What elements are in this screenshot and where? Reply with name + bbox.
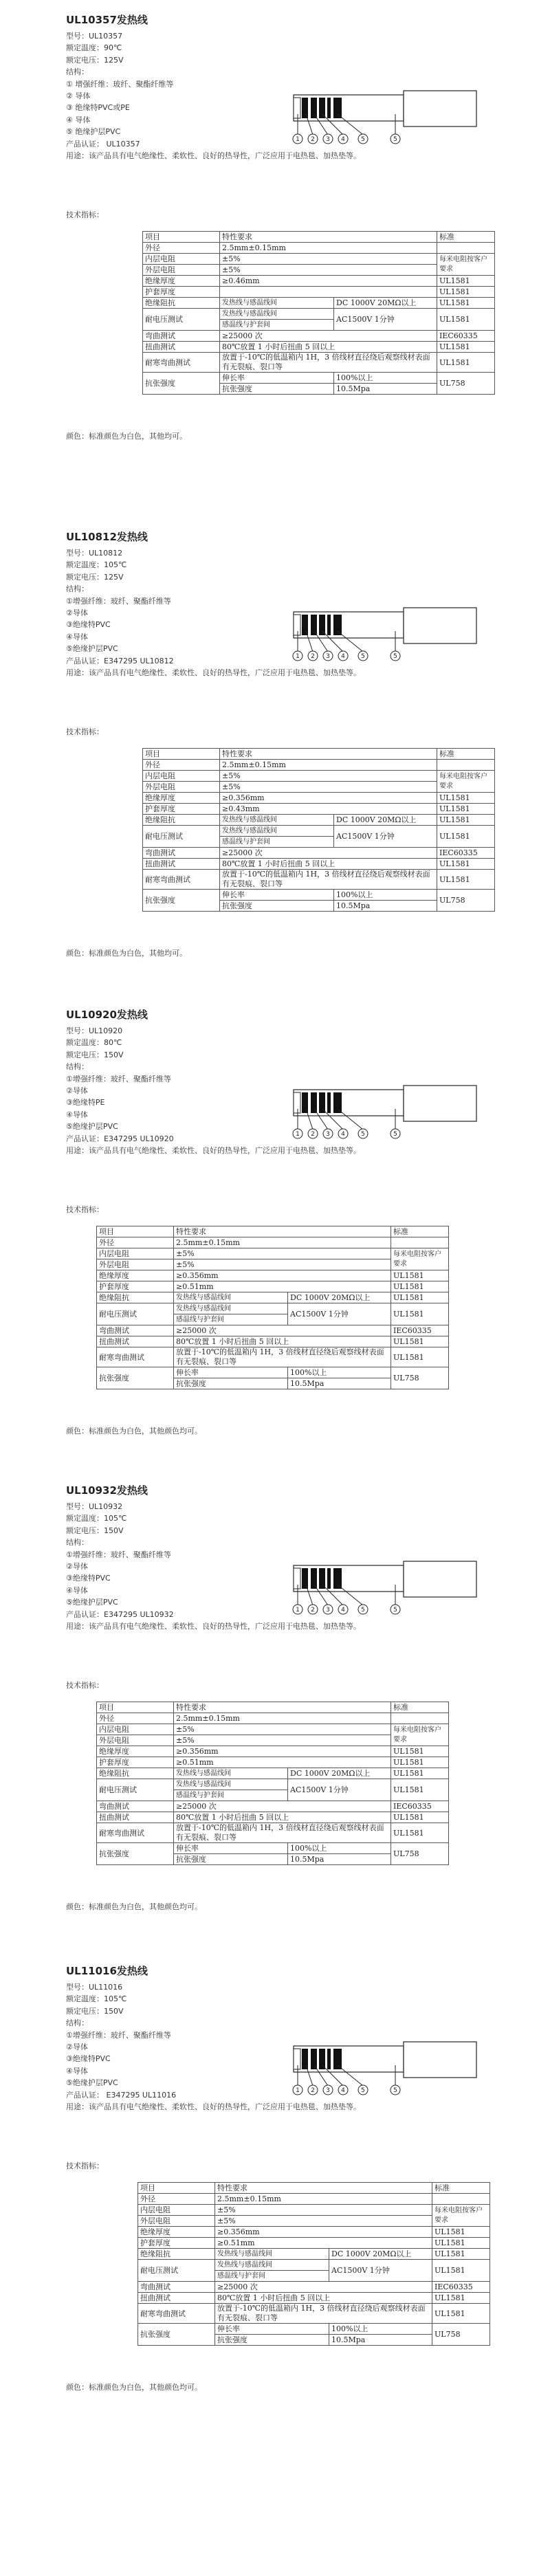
col-header: 特性要求 [174,1702,391,1713]
col-header: 特性要求 [215,2183,432,2194]
col-header: 特性要求 [174,1226,391,1237]
svg-text:1: 1 [296,1607,300,1614]
usage-line: 用途：该产品具有电气绝缘性、柔软性、良好的热导性，广泛应用于电热毯、加热垫等。 [66,668,361,678]
spec-line: 产品认证：E347295 UL10932 [66,1609,174,1619]
spec-line: ②导体 [66,2043,88,2052]
spec-line: ③ 绝缘特PVC或PE [66,103,130,113]
std-cell: 每米电阻按客户要求 [391,1724,449,1746]
spec-line: ①增强纤维：玻纤、聚酯纤维等 [66,2030,171,2040]
spec-line: ⑤绝缘护层PVC [66,1598,118,1607]
svg-text:2: 2 [311,136,315,143]
spec-line: ⑤ 绝缘护层PVC [66,127,121,137]
color-note: 颜色：标准颜色为白色，其他均可。 [66,432,187,441]
spec-line: 额定电压：150V [66,1526,124,1535]
std-cell: 每米电阻按客户要求 [432,2205,490,2227]
svg-text:5: 5 [393,1607,397,1614]
col-header: 标准 [391,1226,449,1237]
svg-text:1: 1 [296,136,300,143]
col-header: 项目 [138,2183,215,2194]
col-header: 标准 [437,749,495,760]
product-title: UL10920发热线 [66,1009,148,1021]
spec-line: 额定电压：125V [66,572,124,582]
svg-text:2: 2 [311,653,315,660]
spec-line: ③绝缘特PVC [66,620,111,630]
spec-line: 额定电压：150V [66,2006,124,2016]
spec-line: 结构： [66,2018,89,2028]
spec-line: 产品认证： E347295 UL11016 [66,2090,177,2100]
svg-text:5: 5 [361,1131,365,1138]
col-header: 特性要求 [220,232,437,243]
spec-line: 型号：UL10812 [66,549,123,558]
col-header: 项目 [143,232,220,243]
col-header: 标准 [432,2183,490,2194]
std-cell: 每米电阻按客户要求 [391,1248,449,1270]
std-cell: 每米电阻按客户要求 [437,254,495,276]
spec-line: ④ 导体 [66,115,91,124]
product-title: UL11016发热线 [66,1965,148,1977]
svg-text:5: 5 [393,1131,397,1138]
svg-text:5: 5 [361,2087,365,2094]
spec-line: ⑤绝缘护层PVC [66,2078,118,2088]
svg-text:3: 3 [326,1131,330,1138]
svg-text:5: 5 [361,653,365,660]
spec-line: 结构： [66,1062,89,1072]
cable-structure-diagram [292,1560,478,1618]
usage-line: 用途：该产品具有电气绝缘性、柔软性、良好的热导性，广泛应用于电热毯、加热垫等。 [66,1622,361,1631]
svg-text:5: 5 [393,136,397,143]
tech-title: 技术指标： [66,2161,104,2170]
tech-title: 技术指标： [66,727,104,736]
spec-line: 额定电压：125V [66,55,124,65]
spec-line: 型号：UL10357 [66,32,123,41]
spec-line: ③绝缘特PVC [66,1574,111,1583]
spec-line: 型号：UL10932 [66,1502,123,1511]
svg-text:5: 5 [361,1607,365,1614]
spec-table: 项目 特性要求 标准 外径 2.5mm±0.15mm 内层电阻 ±5% 每米电阻按客户要求 外层电阻 ±5% 绝缘厚度 ≥0.356mm UL1581 护套厚度 ≥0.51mm UL1581 绝缘阻抗 发热线与感温线间 DC 1000V 20MΩ以上 UL1581 耐电压测试 发热线与感温线间 AC1500V 1分钟 UL1581 感温线与护套间 弯曲测试 ≥25000 次 IEC60335 扭曲测试 80℃放置 1 小时后扭曲 5 回以上 UL1581 耐寒弯曲测试 放置于-10℃的低温箱内 1H，3 倍线材直径绕后观察线材表面有无裂痕、裂口等 UL1581 抗张强度 伸长率 100%以上 UL758 抗张强度 10.5Mpa [96,1226,449,1389]
spec-line: 额定温度：105℃ [66,1514,127,1523]
col-header: 特性要求 [220,749,437,760]
spec-line: ③绝缘特PE [66,1098,105,1108]
col-header: 项目 [97,1226,174,1237]
spec-line: 产品认证：E347295 UL10920 [66,1134,174,1143]
col-header: 项目 [143,749,220,760]
svg-text:3: 3 [326,1607,330,1614]
svg-text:2: 2 [311,1607,315,1614]
spec-line: ① 增强纤维：玻纤、聚酯纤维等 [66,79,174,89]
spec-line: ①增强纤维：玻纤、聚酯纤维等 [66,1074,171,1083]
spec-line: 额定温度：105℃ [66,1994,127,2004]
svg-text:2: 2 [311,2087,315,2094]
spec-table: 项目 特性要求 标准 外径 2.5mm±0.15mm 内层电阻 ±5% 每米电阻按客户要求 外层电阻 ±5% 绝缘厚度 ≥0.46mm UL1581 护套厚度 UL1581 绝缘阻抗 发热线与感温线间 DC 1000V 20MΩ以上 UL1581 耐电压测试 发热线与感温线间 AC1500V 1分钟 UL1581 感温线与护套间 弯曲测试 ≥25000 次 IEC60335 扭曲测试 80℃放置 1 小时后扭曲 5 回以上 UL1581 耐寒弯曲测试 放置于-10℃的低温箱内 1H，3 倍线材直径绕后观察线材表面有无裂痕、裂口等 UL1581 抗张强度 伸长率 100%以上 UL758 抗张强度 10.5Mpa [142,231,495,395]
product-title: UL10357发热线 [66,14,148,26]
svg-text:2: 2 [311,1131,315,1138]
svg-text:4: 4 [341,1607,345,1614]
spec-line: ⑤绝缘护层PVC [66,644,118,654]
spec-line: ④导体 [66,1110,88,1119]
svg-text:4: 4 [341,653,345,660]
spec-line: 型号：UL10920 [66,1026,123,1035]
product-title: UL10812发热线 [66,531,148,543]
color-note: 颜色：标准颜色为白色，其他颜色均可。 [66,1902,202,1911]
spec-line: 结构： [66,584,89,594]
cable-structure-diagram [292,89,478,147]
svg-text:5: 5 [393,2087,397,2094]
cable-structure-diagram [292,1084,478,1142]
tech-title: 技术指标： [66,1681,104,1690]
svg-text:5: 5 [393,653,397,660]
usage-line: 用途：该产品具有电气绝缘性、柔软性、良好的热导性，广泛应用于电热毯、加热垫等。 [66,2102,361,2112]
product-title: UL10932发热线 [66,1484,148,1497]
svg-text:5: 5 [361,136,365,143]
spec-line: 结构： [66,1538,89,1548]
color-note: 颜色：标准颜色为白色，其他颜色均可。 [66,2383,202,2392]
tech-title: 技术指标： [66,210,104,219]
spec-line: ④导体 [66,1585,88,1595]
spec-line: ④导体 [66,2066,88,2076]
spec-line: ④导体 [66,632,88,641]
spec-line: ②导体 [66,1562,88,1572]
spec-line: 额定电压：150V [66,1050,124,1059]
spec-line: 结构： [66,67,89,77]
spec-line: 产品认证：E347295 UL10812 [66,656,174,665]
spec-line: ②导体 [66,608,88,618]
spec-line: ③绝缘特PVC [66,2054,111,2064]
spec-line: 额定温度：90℃ [66,43,122,53]
spec-table: 项目 特性要求 标准 外径 2.5mm±0.15mm 内层电阻 ±5% 每米电阻按客户要求 外层电阻 ±5% 绝缘厚度 ≥0.356mm UL1581 护套厚度 ≥0.51mm UL1581 绝缘阻抗 发热线与感温线间 DC 1000V 20MΩ以上 UL1581 耐电压测试 发热线与感温线间 AC1500V 1分钟 UL1581 感温线与护套间 弯曲测试 ≥25000 次 IEC60335 扭曲测试 80℃放置 1 小时后扭曲 5 回以上 UL1581 耐寒弯曲测试 放置于-10℃的低温箱内 1H，3 倍线材直径绕后观察线材表面有无裂痕、裂口等 UL1581 抗张强度 伸长率 100%以上 UL758 抗张强度 10.5Mpa [138,2182,490,2346]
std-cell: 每米电阻按客户要求 [437,771,495,793]
svg-text:3: 3 [326,136,330,143]
svg-text:4: 4 [341,136,345,143]
col-header: 标准 [391,1702,449,1713]
spec-line: 额定温度：105℃ [66,560,127,570]
spec-line: ② 导体 [66,91,91,101]
svg-text:1: 1 [296,2087,300,2094]
svg-text:1: 1 [296,1131,300,1138]
col-header: 项目 [97,1702,174,1713]
usage-line: 用途：该产品具有电气绝缘性、柔软性、良好的热导性，广泛应用于电热毯、加热垫等。 [66,151,361,161]
tech-title: 技术指标： [66,1205,104,1214]
svg-text:4: 4 [341,2087,345,2094]
spec-line: 产品认证： UL10357 [66,139,140,148]
spec-table: 项目 特性要求 标准 外径 2.5mm±0.15mm 内层电阻 ±5% 每米电阻按客户要求 外层电阻 ±5% 绝缘厚度 ≥0.356mm UL1581 护套厚度 ≥0.51mm UL1581 绝缘阻抗 发热线与感温线间 DC 1000V 20MΩ以上 UL1581 耐电压测试 发热线与感温线间 AC1500V 1分钟 UL1581 感温线与护套间 弯曲测试 ≥25000 次 IEC60335 扭曲测试 80℃放置 1 小时后扭曲 5 回以上 UL1581 耐寒弯曲测试 放置于-10℃的低温箱内 1H，3 倍线材直径绕后观察线材表面有无裂痕、裂口等 UL1581 抗张强度 伸长率 100%以上 UL758 抗张强度 10.5Mpa [96,1702,449,1865]
color-note: 颜色：标准颜色为白色，其他颜色均可。 [66,1427,202,1435]
spec-line: 型号：UL11016 [66,1983,123,1992]
spec-line: ①增强纤维：玻纤、聚酯纤维等 [66,1550,171,1559]
svg-text:3: 3 [326,653,330,660]
svg-text:4: 4 [341,1131,345,1138]
spec-line: ⑤绝缘护层PVC [66,1122,118,1132]
color-note: 颜色：标准颜色为白色，其他均可。 [66,949,187,958]
cable-structure-diagram [292,2040,478,2098]
svg-text:3: 3 [326,2087,330,2094]
cable-structure-diagram [292,606,478,664]
svg-text:1: 1 [296,653,300,660]
spec-line: 额定温度：80℃ [66,1038,122,1048]
spec-line: ②导体 [66,1086,88,1096]
spec-line: ①增强纤维：玻纤、聚酯纤维等 [66,596,171,606]
usage-line: 用途：该产品具有电气绝缘性、柔软性、良好的热导性，广泛应用于电热毯、加热垫等。 [66,1146,361,1156]
col-header: 标准 [437,232,495,243]
spec-table: 项目 特性要求 标准 外径 2.5mm±0.15mm 内层电阻 ±5% 每米电阻按客户要求 外层电阻 ±5% 绝缘厚度 ≥0.356mm UL1581 护套厚度 ≥0.43mm UL1581 绝缘阻抗 发热线与感温线间 DC 1000V 20MΩ以上 UL1581 耐电压测试 发热线与感温线间 AC1500V 1分钟 UL1581 感温线与护套间 弯曲测试 ≥25000 次 IEC60335 扭曲测试 80℃放置 1 小时后扭曲 5 回以上 UL1581 耐寒弯曲测试 放置于-10℃的低温箱内 1H，3 倍线材直径绕后观察线材表面有无裂痕、裂口等 UL1581 抗张强度 伸长率 100%以上 UL758 抗张强度 10.5Mpa [142,748,495,912]
